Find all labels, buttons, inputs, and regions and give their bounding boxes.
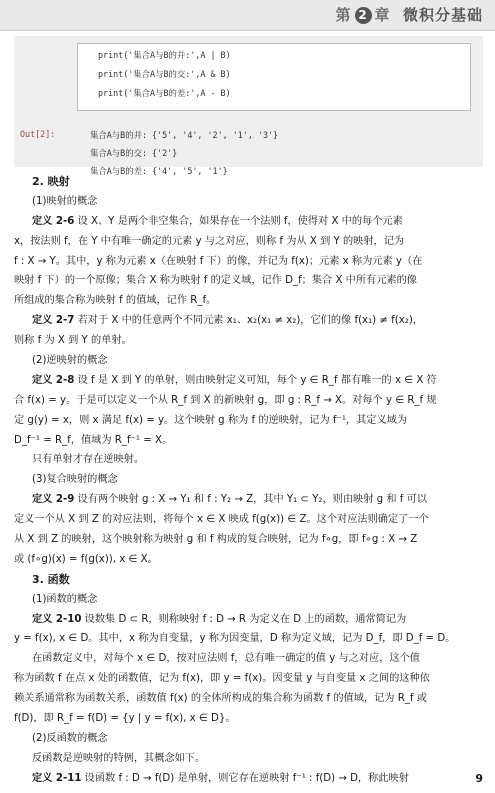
output-line: 集合A与B的交: {'2'} — [90, 148, 178, 158]
definition-label: 定义 2-6 — [32, 215, 75, 227]
paragraph-line: 赖关系通常称为函数关系，函数值 f(x) 的全体所构成的集合称为函数 f 的值域，记为 R_f 或 — [14, 693, 427, 705]
chapter-name: 微积分基础 — [402, 6, 483, 24]
paragraph-line: f : X → Y。其中，y 称为元素 x（在映射 f 下）的像，并记为 f(x)；元素 x 称为元素 y（在 — [14, 255, 423, 267]
definition-label: 定义 2-9 — [32, 494, 75, 506]
chapter-suffix: 章 — [374, 6, 391, 24]
line-text: 若对于 X 中的任意两个不同元素 x₁、x₂(x₁ ≠ x₂)，它们的像 f(x₁) ≠ f(x₂)， — [77, 315, 423, 327]
output-line: 集合A与B的差: {'4', '5', '1'} — [90, 166, 228, 176]
definition-label: 定义 2-8 — [32, 374, 75, 386]
definition-label: 定义 2-11 — [32, 772, 82, 784]
paragraph-line: f(D)，即 R_f = f(D) = {y | y = f(x), x ∈ D}。 — [14, 713, 236, 725]
code-input-box — [77, 43, 471, 111]
paragraph-line: 只有单射才存在逆映射。 — [32, 454, 145, 466]
body-text — [14, 172, 488, 789]
paragraph-line: 定 g(y) = x，则 x 满足 f(x) = y。这个映射 g 称为 f 的逆映射，记为 f⁻¹，其定义域为 — [14, 414, 408, 426]
paragraph-line: 合 f(x) = y。于是可以定义一个从 R_f 到 X 的新映射 g，即 g : R_f → X。对每个 y ∈ R_f 规 — [14, 394, 437, 406]
chapter-title — [336, 4, 484, 25]
paragraph-line — [14, 212, 488, 232]
paragraph-line — [14, 610, 488, 630]
paragraph-line — [14, 490, 488, 510]
out-label: Out[2]: — [20, 129, 56, 139]
paragraph-line: x，按法则 f，在 Y 中有唯一确定的元素 y 与之对应，则称 f 为从 X 到 Y 的映射，记为 — [14, 235, 405, 247]
running-header — [0, 0, 495, 31]
output-line: 集合A与B的并: {'5', '4', '2', '1', '3'} — [90, 130, 279, 140]
paragraph-line: 称为函数 f 在点 x 处的函数值，记为 f(x)，即 y = f(x)。因变量 y 与自变量 x 之间的这种依 — [14, 673, 430, 685]
code-line: print('集合A与B的交:',A & B) — [98, 69, 231, 79]
paragraph-line: y = f(x), x ∈ D。其中，x 称为自变量，y 称为因变量，D 称为定义域，记为 D_f，即 D_f = D。 — [14, 633, 456, 645]
subsection-heading: (1)映射的概念 — [32, 195, 98, 207]
code-line: print('集合A与B的差:',A - B) — [98, 88, 231, 98]
paragraph-line: 反函数是逆映射的特例，其概念如下。 — [32, 752, 206, 764]
definition-label: 定义 2-7 — [32, 315, 75, 327]
line-text: 设 f 是 X 到 Y 的单射，则由映射定义可知，每个 y ∈ R_f 都有唯一的 x ∈ X 符 — [77, 374, 437, 386]
subsection-heading: (3)复合映射的概念 — [32, 474, 118, 486]
paragraph-line: D_f⁻¹ = R_f，值域为 R_f⁻¹ = X。 — [14, 434, 173, 446]
definition-label: 定义 2-10 — [32, 613, 82, 625]
subsection-heading: (2)逆映射的概念 — [32, 355, 108, 367]
code-line: print('集合A与B的并:',A | B) — [98, 50, 231, 60]
chapter-number-badge: 2 — [355, 7, 372, 24]
subsection-heading: (2)反函数的概念 — [32, 732, 108, 744]
section-heading: 3. 函数 — [32, 572, 70, 586]
paragraph-line: 从 X 到 Z 的映射，这个映射称为映射 g 和 f 构成的复合映射，记为 f∘g，即 f∘g : X → Z — [14, 534, 418, 546]
line-text: 设数集 D ⊂ R，则称映射 f : D → R 为定义在 D 上的函数，通常简记为 — [84, 613, 407, 625]
code-cell — [14, 36, 483, 176]
chapter-prefix: 第 — [335, 6, 352, 24]
section-heading: 2. 映射 — [32, 175, 70, 188]
paragraph-line: 映射 f 下）的一个原像；集合 X 称为映射 f 的定义域，记作 D_f；集合 X 中所有元素的像 — [14, 275, 417, 287]
paragraph-line: 或 (f∘g)(x) = f(g(x)), x ∈ X。 — [14, 553, 158, 565]
paragraph-line — [14, 769, 488, 789]
paragraph-line — [14, 311, 488, 331]
line-text: 设有两个映射 g : X → Y₁ 和 f : Y₂ → Z，其中 Y₁ ⊂ Y₂，则由映射 g 和 f 可以 — [77, 494, 428, 506]
paragraph-line: 定义一个从 X 到 Z 的对应法则，将每个 x ∈ X 映成 f(g(x)) ∈ Z。这个对应法则确定了一个 — [14, 514, 429, 526]
line-text: 设函数 f : D → f(D) 是单射，则它存在逆映射 f⁻¹ : f(D) → D，称此映射 — [84, 772, 409, 784]
paragraph-line: 在函数定义中，对每个 x ∈ D，按对应法则 f，总有唯一确定的值 y 与之对应，这个值 — [32, 653, 420, 665]
paragraph-line: 所组成的集合称为映射 f 的值域，记作 R_f。 — [14, 295, 217, 307]
paragraph-line: 则称 f 为 X 到 Y 的单射。 — [14, 335, 132, 347]
line-text: 设 X、Y 是两个非空集合，如果存在一个法则 f，使得对 X 中的每个元素 — [77, 215, 403, 227]
page-number: 9 — [475, 772, 483, 785]
paragraph-line — [14, 371, 488, 391]
subsection-heading: (1)函数的概念 — [32, 593, 98, 605]
